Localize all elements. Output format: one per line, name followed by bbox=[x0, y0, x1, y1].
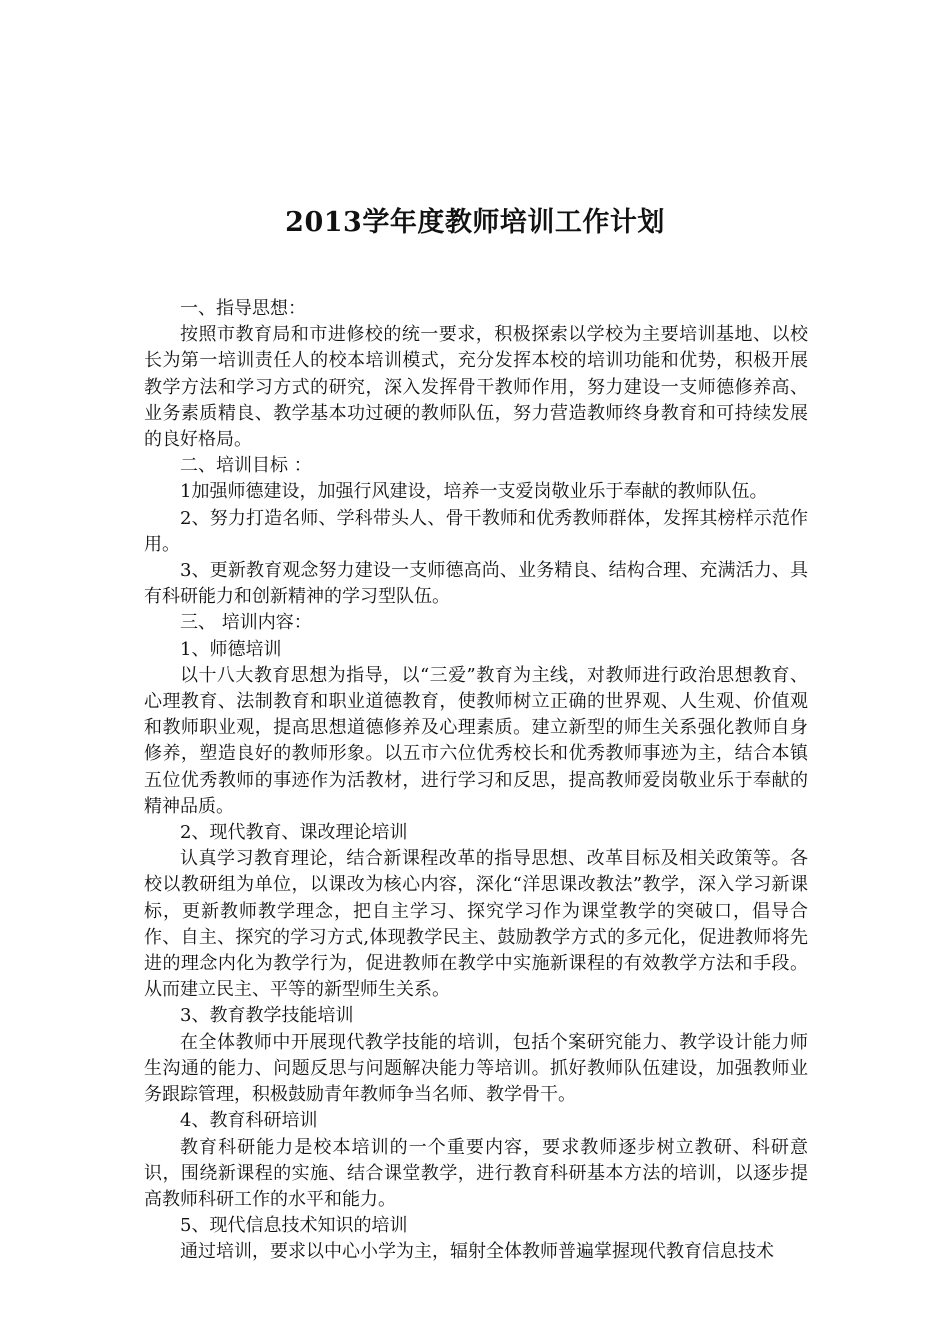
subheading: 4、教育科研培训 bbox=[180, 1110, 318, 1132]
paragraph: 3、更新教育观念努力建设一支师德高尚、业务精良、结构合理、充满活力、具有科研能力和创新精神的学习型队伍。 bbox=[144, 560, 808, 608]
paragraph: 通过培训，要求以中心小学为主，辐射全体教师普遍掌握现代教育信息技术 bbox=[180, 1241, 774, 1263]
paragraph: 认真学习教育理论，结合新课程改革的指导思想、改革目标及相关政策等。各校以教研组为单位，以课改为核心内容，深化“洋思课改教法”教学，深入学习新课标，更新教师教学理念，把自主学习、探究学习作为课堂教学的突破口，倡导合作、自主、探究的学习方式,体现教学民主、鼓励教学方式的多元化，促进教师将先进的理念内化为教学行为，促进教师在教学中实施新课程的有效教学方法和手段。从而建立民主、平等的新型师生关系。 bbox=[144, 848, 808, 1001]
paragraph: 教育科研能力是校本培训的一个重要内容，要求教师逐步树立教研、科研意识，围绕新课程的实施、结合课堂教学，进行教育科研基本方法的培训，以逐步提高教师科研工作的水平和能力。 bbox=[144, 1136, 808, 1210]
paragraph: 按照市教育局和市进修校的统一要求，积极探索以学校为主要培训基地、以校长为第一培训责任人的校本培训模式，充分发挥本校的培训功能和优势，积极开展教学方法和学习方式的研究，深入发挥骨干教师作用，努力建设一支师德修养高、业务素质精良、教学基本功过硬的教师队伍，努力营造教师终身教育和可持续发展的良好格局。 bbox=[144, 324, 808, 451]
subheading: 1、师德培训 bbox=[180, 638, 282, 660]
paragraph: 2、努力打造名师、学科带头人、骨干教师和优秀教师群体，发挥其榜样示范作用。 bbox=[144, 507, 808, 555]
section-heading-guiding-ideology: 一、指导思想： bbox=[180, 298, 306, 319]
paragraph: 在全体教师中开展现代教学技能的培训，包括个案研究能力、教学设计能力师生沟通的能力、问题反思与问题解决能力等培训。抓好教师队伍建设，加强教师业务跟踪管理，积极鼓励青年教师争当名师、教学骨干。 bbox=[144, 1031, 808, 1106]
subheading: 3、教育教学技能培训 bbox=[180, 1005, 354, 1027]
paragraph: 1加强师德建设，加强行风建设，培养一支爱岗敬业乐于奉献的教师队伍。 bbox=[180, 481, 768, 503]
document-body bbox=[144, 296, 808, 1266]
section-heading-training-goals: 二、培训目标 ： bbox=[180, 455, 312, 477]
subheading: 5、现代信息技术知识的培训 bbox=[180, 1215, 408, 1237]
subheading: 2、现代教育、课改理论培训 bbox=[180, 822, 408, 844]
section-heading-training-content: 三、 培训内容： bbox=[180, 612, 312, 634]
paragraph: 以十八大教育思想为指导，以“三爱”教育为主线，对教师进行政治思想教育、心理教育、法制教育和职业道德教育，使教师树立正确的世界观、人生观、价值观和教师职业观，提高思想道德修养及心理素质。建立新型的师生关系强化教师自身修养，塑造良好的教师形象。以五市六位优秀校长和优秀教师事迹为主，结合本镇五位优秀教师的事迹作为活教材，进行学习和反思，提高教师爱岗敬业乐于奉献的精神品质。 bbox=[144, 664, 808, 817]
document-title: 2013学年度教师培训工作计划 bbox=[285, 207, 665, 238]
